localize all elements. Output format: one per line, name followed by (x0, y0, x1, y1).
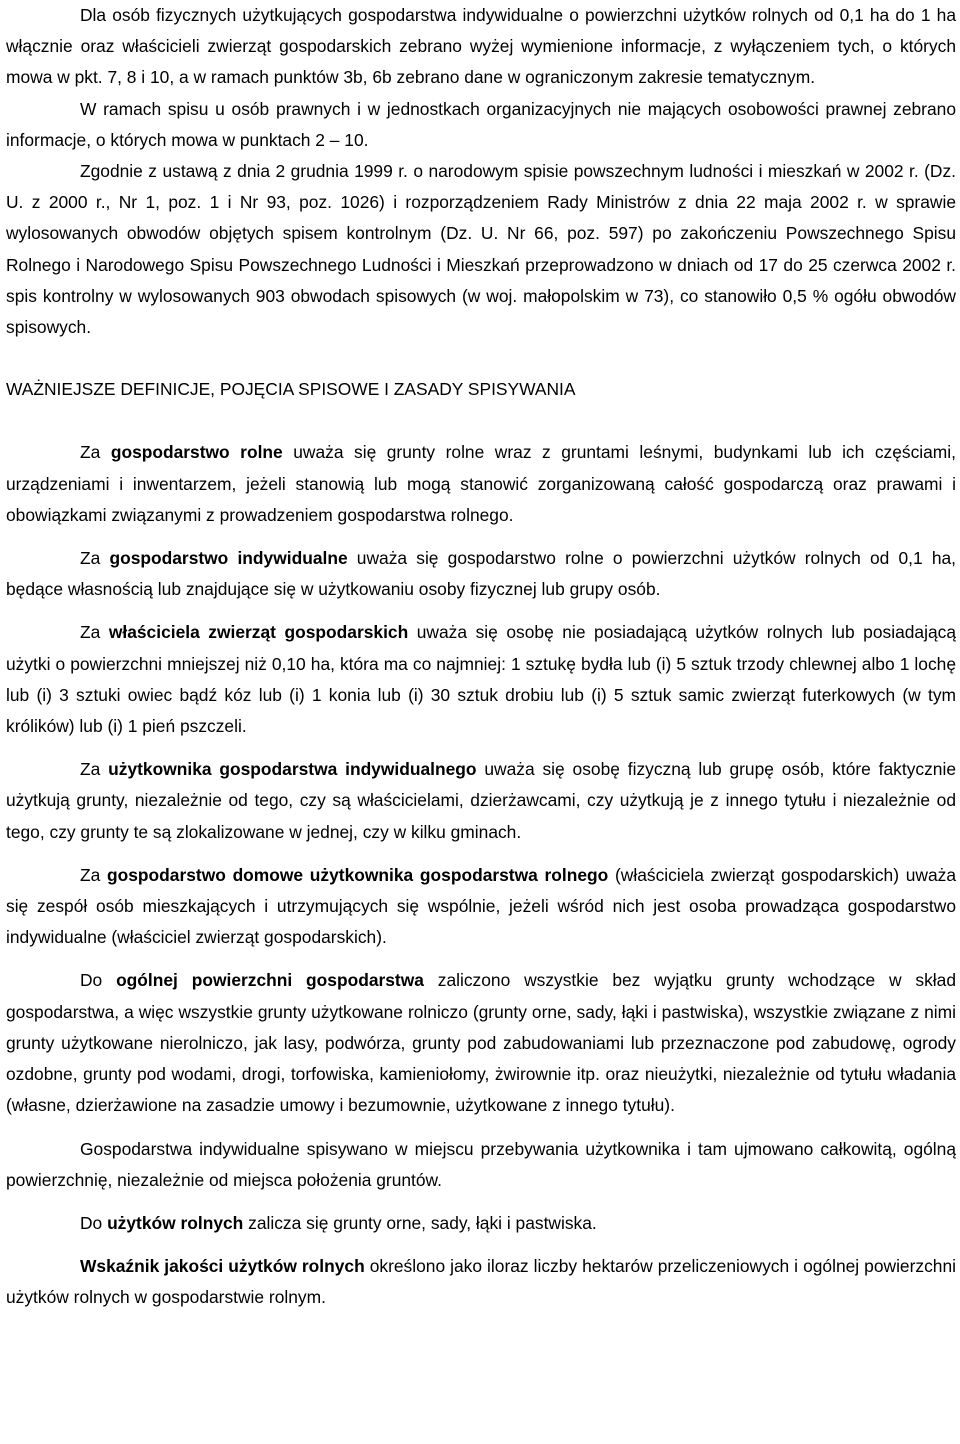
definition-term: użytkownika gospodarstwa indywidualnego (108, 759, 477, 780)
definition-term: gospodarstwo rolne (110, 442, 283, 463)
intro-paragraph-2: W ramach spisu u osób prawnych i w jednostkach organizacyjnych nie mających osobowości prawnej zebrano informacje, o których mowa w punktach 2 – 10. (6, 98, 956, 150)
intro-paragraph-3: Zgodnie z ustawą z dnia 2 grudnia 1999 r. o narodowym spisie powszechnym ludności i mieszkań w 2002 r. (Dz. U. z 2000 r., Nr 1, poz. 1 i Nr 93, poz. 1026) i rozporządzeniem Rady Ministrów z dnia 22 maja 2002 r. w sprawie wylosowanych obwodów objętych spisem kontrolnym (Dz. U. Nr 66, poz. 597) po zakończeniu Powszechnego Spisu Rolnego i Narodowego Spisu Powszechnego Ludności i Mieszkań przeprowadzono w dniach od 17 do 25 czerwca 2002 r. spis kontrolny w wylosowanych 903 obwodach spisowych (w woj. małopolskim w 73), co stanowiło 0,5 % ogółu obwodów spisowych. (6, 161, 956, 338)
definition-body: uważa się osobę nie posiadającą użytków rolnych lub posiadającą użytki o powierzchni mniejszej niż 0,10 ha, która ma co najmniej: 1 sztukę bydła lub (i) 5 sztuk trzody chlewnej albo 1 lochę lub (i) 3 sztuki owiec bądź kóz lub (i) 1 konia lub (i) 30 sztuk drobiu lub (i) 5 sztuk samic zwierząt futerkowych (w tym królików) lub (i) 1 pień pszczeli. (6, 622, 956, 737)
definition-pre: Za (80, 622, 109, 643)
intro-paragraph-1: Dla osób fizycznych użytkujących gospodarstwa indywidualne o powierzchni użytków rolnych od 0,1 ha do 1 ha włącznie oraz właścicieli zwierząt gospodarskich zebrano wyżej wymienione informacje, z wyłączeniem tych, o których mowa w pkt. 7, 8 i 10, a w ramach punktów 3b, 6b zebrano dane w ograniczonym zakresie tematycznym. (6, 5, 956, 88)
definition-uzytki-rolne (6, 1208, 956, 1239)
definition-pre: Za (80, 864, 108, 885)
definition-term: ogólnej powierzchni gospodarstwa (116, 970, 424, 991)
definition-gospodarstwo-rolne (6, 437, 956, 531)
document-page (6, 0, 956, 1314)
definition-pre: Do (80, 970, 117, 991)
definition-body: uważa się gospodarstwo rolne o powierzchni użytków rolnych od 0,1 ha, będące własnością lub znajdujące się w użytkowaniu osoby fizycznej lub grupy osób. (6, 548, 956, 600)
definition-term: gospodarstwo indywidualne (109, 548, 348, 569)
definition-wskaznik-jakosci (6, 1251, 956, 1313)
definition-gospodarstwo-domowe (6, 860, 956, 954)
section-heading: WAŻNIEJSZE DEFINICJE, POJĘCIA SPISOWE I ZASADY SPISYWANIA (6, 379, 576, 400)
definition-pre: Za (80, 548, 110, 569)
paragraph-spisywanie-gospodarstw (6, 1134, 956, 1196)
definition-pre: Za (80, 442, 111, 463)
definition-body: zaliczono wszystkie bez wyjątku grunty wchodzące w skład gospodarstwa, a więc wszystkie grunty użytkowane rolniczo (grunty orne, sady, łąki i pastwiska), wszystkie związane z nimi grunty użytkowane nierolniczo, jak lasy, podwórza, grunty pod zabudowaniami lub przeznaczone pod zabudowę, ogrody ozdobne, grunty pod wodami, drogi, torfowiska, kamieniołomy, żwirownie itp. oraz nieużytki, niezależnie od tytułu władania (własne, dzierżawione na zasadzie umowy i bezumownie, użytkowane z innego tytułu). (6, 970, 956, 1116)
definition-wlasciciel-zwierzat (6, 617, 956, 742)
definition-pre: Do (80, 1212, 108, 1233)
definition-body: zalicza się grunty orne, sady, łąki i pastwiska. (243, 1212, 597, 1233)
definition-pre: Za (80, 759, 109, 780)
definition-term: właściciela zwierząt gospodarskich (108, 622, 409, 643)
definition-ogolna-powierzchnia (6, 965, 956, 1121)
definition-body: określono jako iloraz liczby hektarów przeliczeniowych i ogólnej powierzchni użytków rolnych w gospodarstwie rolnym. (6, 1256, 956, 1308)
definition-term: Wskaźnik jakości użytków rolnych (80, 1256, 365, 1277)
definition-term: gospodarstwo domowe użytkownika gospodarstwa rolnego (107, 864, 609, 885)
paragraph-text: Gospodarstwa indywidualne spisywano w miejscu przebywania użytkownika i tam ujmowano całkowitą, ogólną powierzchnię, niezależnie od miejsca położenia gruntów. (6, 1138, 956, 1190)
definition-body: uważa się osobę fizyczną lub grupę osób, które faktycznie użytkują grunty, niezależnie od tego, czy są właścicielami, dzierżawcami, czy użytkują je z innego tytułu i niezależnie od tego, czy grunty te są zlokalizowane w jednej, czy w kilku gminach. (6, 759, 956, 842)
definition-body: uważa się grunty rolne wraz z gruntami leśnymi, budynkami lub ich częściami, urządzeniami i inwentarzem, jeżeli stanowią lub mogą stanowić zorganizowaną całość gospodarczą oraz prawami i obowiązkami związanymi z prowadzeniem gospodarstwa rolnego. (6, 442, 956, 525)
definition-gospodarstwo-indywidualne (6, 543, 956, 605)
definition-term: użytków rolnych (107, 1212, 244, 1233)
definition-body: (właściciela zwierząt gospodarskich) uważa się zespół osób mieszkających i utrzymujących się wspólnie, jeżeli wśród nich jest osoba prowadząca gospodarstwo indywidualne (właściciel zwierząt gospodarskich). (6, 864, 957, 948)
definition-uzytkownik-gospodarstwa (6, 754, 956, 848)
